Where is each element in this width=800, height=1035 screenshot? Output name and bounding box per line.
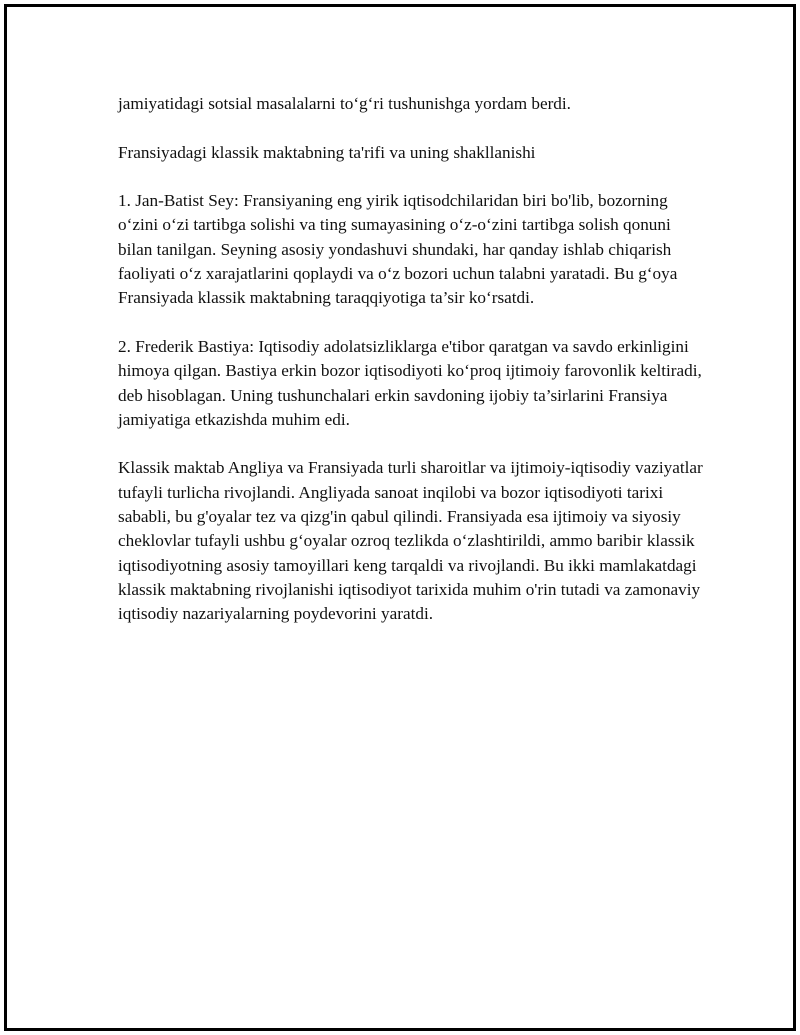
paragraph-frederik-bastiya: 2. Frederik Bastiya: Iqtisodiy adolatsizliklarga e'tibor qaratgan va savdo erkinligini himoya qilgan. Bastiya erkin bozor iqtisodiyoti ko‘proq ijtimoiy farovonlik keltiradi, deb hisoblagan. Uning tushunchalari erkin savdoning ijobiy ta’sirlarini Fransiya jamiyatiga etkazishda muhim edi. (118, 336, 702, 429)
paragraph-conclusion: Klassik maktab Angliya va Fransiyada turli sharoitlar va ijtimoiy-iqtisodiy vaziyatlar tufayli turlicha rivojlandi. Angliyada sanoat inqilobi va bozor iqtisodiyoti tarixi sababli, bu g'oyalar tez va qizg'in qabul qilindi. Fransiyada esa ijtimoiy va siyosiy cheklovlar tufayli ushbu g‘oyalar ozroq tezlikda o‘zlashtirildi, ammo baribir klassik iqtisodiyotning asosiy tamoyillari keng tarqaldi va rivojlandi. Bu ikki mamlakatdagi klassik maktabning rivojlanishi iqtisodiyot tarixida muhim o'rin tutadi va zamonaviy iqtisodiy nazariyalarning poydevorini yaratdi. (118, 458, 703, 624)
paragraph-jan-batist-sey: 1. Jan-Batist Sey: Fransiyaning eng yirik iqtisodchilaridan biri bo'lib, bozorning o‘zini o‘zi tartibga solishi va ting sumayasining o‘z-o‘zini tartibga solish qonuni bilan tanilgan. Seyning asosiy yondashuvi shundaki, har qanday ishlab chiqarish faoliyati o‘z xarajatlarini qoplaydi va o‘z bozori uchun talabni yaratadi. Bu g‘oya Fransiyada klassik maktabning taraqqiyotiga ta’sir ko‘rsatdi. (118, 191, 678, 308)
paragraph-continuation: jamiyatidagi sotsial masalalarni to‘g‘ri tushunishga yordam berdi. (118, 94, 571, 113)
document-body (118, 92, 708, 651)
section-heading: Fransiyadagi klassik maktabning ta'rifi va uning shakllanishi (118, 142, 536, 162)
